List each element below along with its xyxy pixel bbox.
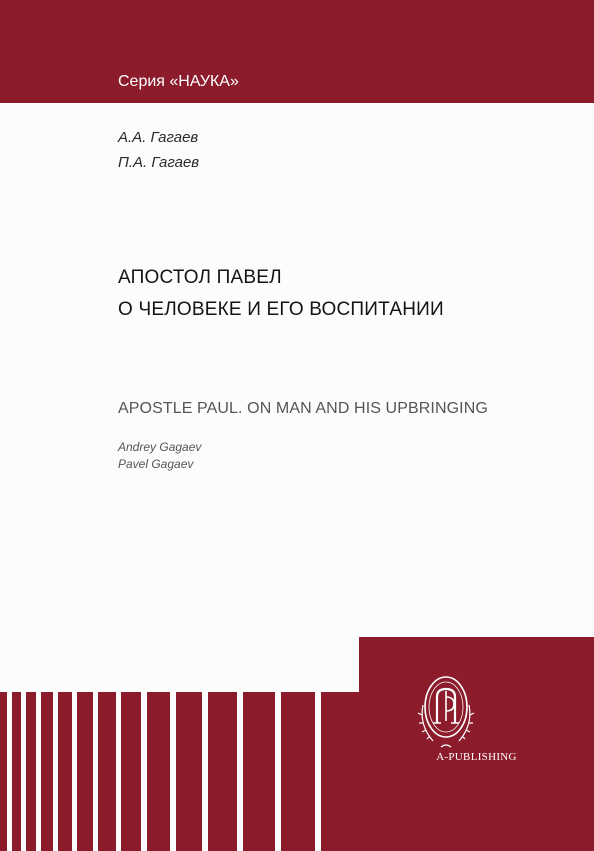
author-en-1: Andrey Gagaev xyxy=(118,440,202,454)
stripe xyxy=(26,692,36,851)
authors-ru xyxy=(118,125,199,175)
series-band xyxy=(0,0,594,103)
stripe xyxy=(321,692,360,851)
stripe xyxy=(12,692,21,851)
stripe xyxy=(147,692,170,851)
publisher-name: A-PUBLISHING xyxy=(436,751,517,763)
stripe xyxy=(176,692,202,851)
stripe xyxy=(98,692,116,851)
title-ru-line-1: АПОСТОЛ ПАВЕЛ xyxy=(118,267,282,288)
author-ru-1: А.А. Гагаев xyxy=(118,129,199,146)
author-ru-2: П.А. Гагаев xyxy=(118,154,200,171)
decorative-stripes xyxy=(0,692,360,851)
stripe xyxy=(243,692,275,851)
authors-en xyxy=(118,439,201,473)
title-ru xyxy=(118,262,444,326)
stripe xyxy=(0,692,7,851)
stripe xyxy=(77,692,93,851)
author-en-2: Pavel Gagaev xyxy=(118,457,194,471)
publisher-emblem-icon xyxy=(411,667,481,753)
stripe xyxy=(281,692,315,851)
stripe xyxy=(208,692,237,851)
stripe xyxy=(58,692,72,851)
title-ru-line-2: О ЧЕЛОВЕКЕ И ЕГО ВОСПИТАНИИ xyxy=(118,299,444,320)
publisher-block xyxy=(359,637,594,851)
series-label: Серия «НАУКА» xyxy=(118,73,239,90)
title-en: APOSTLE PAUL. ON MAN AND HIS UPBRINGING xyxy=(118,400,488,417)
stripe xyxy=(41,692,53,851)
stripe xyxy=(121,692,141,851)
